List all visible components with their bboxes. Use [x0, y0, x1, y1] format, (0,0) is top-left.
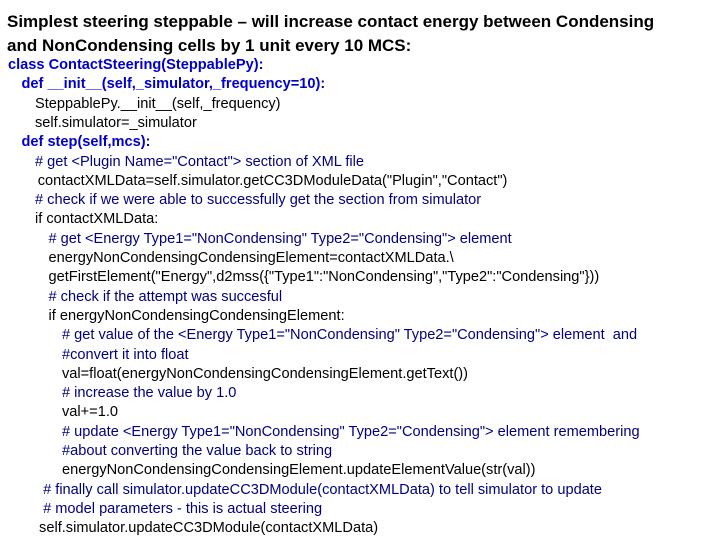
- code-line: energyNonCondensingCondensingElement.updateElementValue(str(val)): [62, 462, 536, 479]
- code-line: if contactXMLData:: [35, 211, 159, 228]
- code-line: # get value of the <Energy Type1="NonCondensing" Type2="Condensing"> element and: [62, 327, 638, 344]
- code-line: # increase the value by 1.0: [62, 385, 237, 402]
- code-line: # update <Energy Type1="NonCondensing" Type2="Condensing"> element remembering: [62, 423, 640, 440]
- code-line: self.simulator=_simulator: [35, 114, 197, 131]
- code-line: def step(self,mcs):: [21, 134, 151, 151]
- code-line: getFirstElement("Energy",d2mss({"Type1":"NonCondensing","Type2":"Condensing"})): [48, 269, 600, 286]
- code-line: #convert it into float: [62, 346, 189, 363]
- code-line: SteppablePy.__init__(self,_frequency): [35, 95, 281, 112]
- code-line: # finally call simulator.updateCC3DModule(contactXMLData) to tell simulator to update: [43, 481, 602, 498]
- code-line: # get <Energy Type1="NonCondensing" Type2="Condensing"> element: [48, 230, 512, 247]
- slide-title: [7, 10, 713, 58]
- code-line: val+=1.0: [62, 404, 118, 421]
- code-line: self.simulator.updateCC3DModule(contactXMLData): [39, 520, 379, 537]
- title-line-1: Simplest steering steppable – will increase contact energy between Condensing: [7, 12, 655, 31]
- code-line: def __init__(self,_simulator,_frequency=10):: [21, 76, 326, 93]
- title-line-2: and NonCondensing cells by 1 unit every 10 MCS:: [7, 36, 412, 55]
- code-line: #about converting the value back to string: [62, 443, 333, 459]
- code-line: # model parameters - this is actual steering: [43, 500, 323, 517]
- code-line: contactXMLData=self.simulator.getCC3DModuleData("Plugin","Contact"): [37, 172, 508, 189]
- code-line: # check if the attempt was succesful: [48, 288, 283, 305]
- code-line: energyNonCondensingCondensingElement=contactXMLData.\: [48, 250, 454, 266]
- code-line: if energyNonCondensingCondensingElement:: [48, 307, 345, 324]
- code-line: # get <Plugin Name="Contact"> section of XML file: [35, 153, 365, 170]
- code-line: # check if we were able to successfully get the section from simulator: [35, 192, 482, 209]
- code-line: class ContactSteering(SteppablePy):: [8, 57, 264, 73]
- code-line: val=float(energyNonCondensingCondensingElement.getText()): [62, 365, 469, 382]
